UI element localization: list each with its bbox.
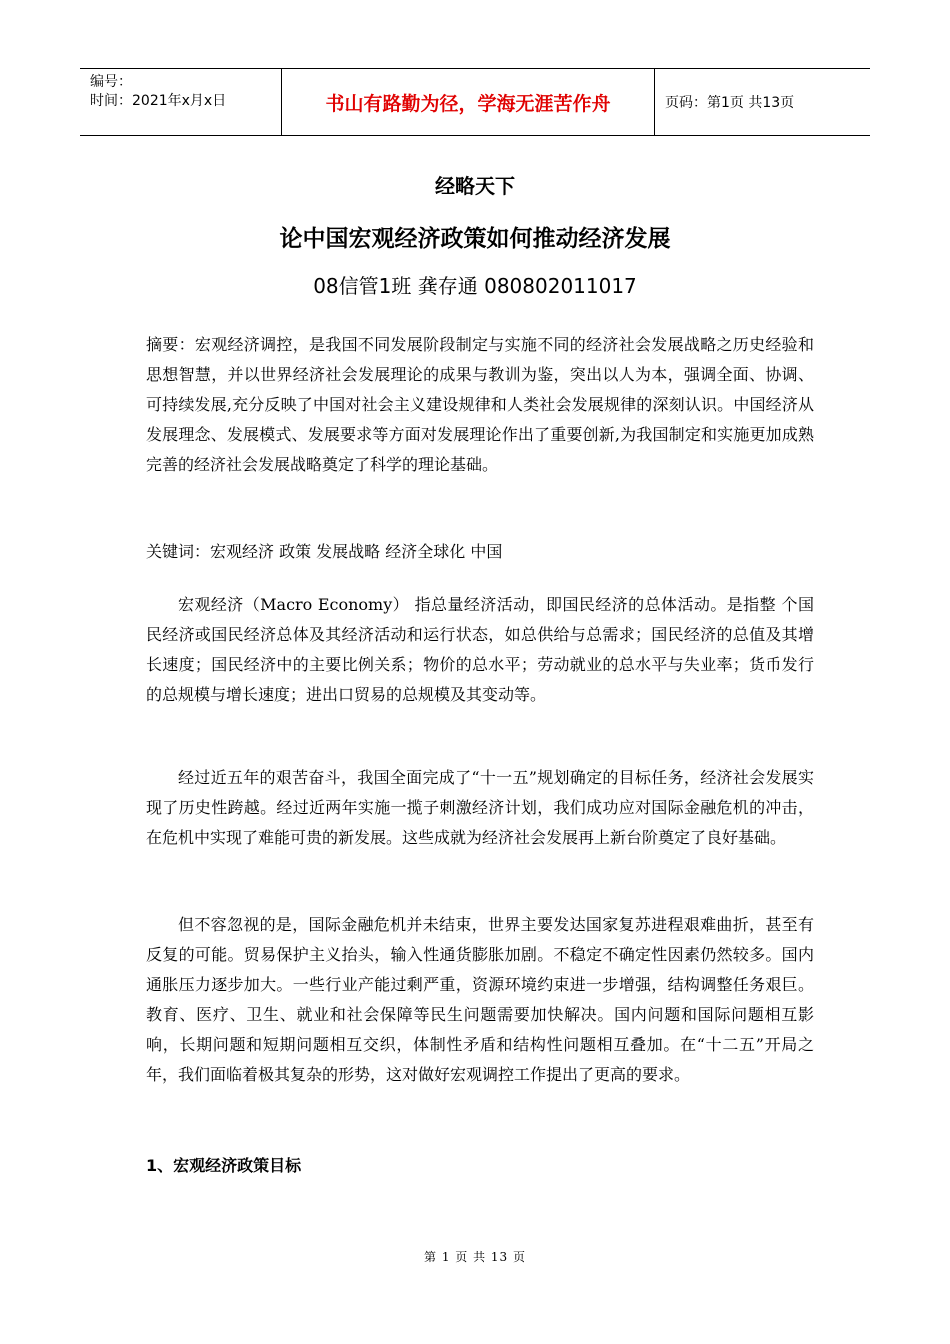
header-meta bbox=[80, 69, 282, 135]
page-footer: 第 1 页 共 13 页 bbox=[424, 1250, 526, 1264]
author-line: 08信管1班 龚存通 080802011017 bbox=[313, 274, 637, 298]
header-table bbox=[80, 68, 870, 136]
abstract-paragraph: 摘要：宏观经济调控，是我国不同发展阶段制定与实施不同的经济社会发展战略之历史经验和思想智慧，并以世界经济社会发展理论的成果与教训为鉴，突出以人为本，强调全面、协调、可持续发展,充分反映了中国对社会主义建设规律和人类社会发展规律的深刻认识。中国经济从发展理念、发展模式、发展要求等方面对发展理论作出了重要创新,为我国制定和实施更加成熟完善的经济社会发展战略奠定了科学的理论基础。 bbox=[146, 335, 814, 474]
body-paragraph-2: 经过近五年的艰苦奋斗，我国全面完成了“十一五”规划确定的目标任务，经济社会发展实现了历史性跨越。经过近两年实施一揽子刺激经济计划，我们成功应对国际金融危机的冲击，在危机中实现了难能可贵的新发展。这些成就为经济社会发展再上新台阶奠定了良好基础。 bbox=[146, 768, 814, 847]
document-subtitle: 论中国宏观经济政策如何推动经济发展 bbox=[279, 226, 671, 252]
header-motto: 书山有路勤为径，学海无涯苦作舟 bbox=[282, 69, 655, 135]
section-heading: 1、宏观经济政策目标 bbox=[146, 1156, 302, 1175]
keywords-line: 关键词：宏观经济 政策 发展战略 经济全球化 中国 bbox=[146, 542, 503, 561]
header-page-code: 页码：第1页 共13页 bbox=[665, 95, 795, 111]
body-paragraph-3: 但不容忽视的是，国际金融危机并未结束，世界主要发达国家复苏进程艰难曲折，甚至有反复的可能。贸易保护主义抬头，输入性通货膨胀加剧。不稳定不确定性因素仍然较多。国内通胀压力逐步加大。一些行业产能过剩严重，资源环境约束进一步增强，结构调整任务艰巨。教育、医疗、卫生、就业和社会保障等民生问题需要加快解决。国内问题和国际问题相互影响，长期问题和短期问题相互交织，体制性矛盾和结构性问题相互叠加。在“十二五”开局之年，我们面临着极其复杂的形势，这对做好宏观调控工作提出了更高的要求。 bbox=[146, 915, 814, 1084]
number-label: 编号： bbox=[90, 74, 132, 90]
date-label: 时间：2021年x月x日 bbox=[90, 93, 227, 109]
body-paragraph-1: 宏观经济（Macro Economy） 指总量经济活动，即国民经济的总体活动。是指整 个国民经济或国民经济总体及其经济活动和运行状态，如总供给与总需求；国民经济的总值及其增长速度；国民经济中的主要比例关系；物价的总水平；劳动就业的总水平与失业率；货币发行的总规模与增长速度；进出口贸易的总规模及其变动等。 bbox=[146, 595, 814, 704]
document-title: 经略天下 bbox=[435, 174, 515, 198]
